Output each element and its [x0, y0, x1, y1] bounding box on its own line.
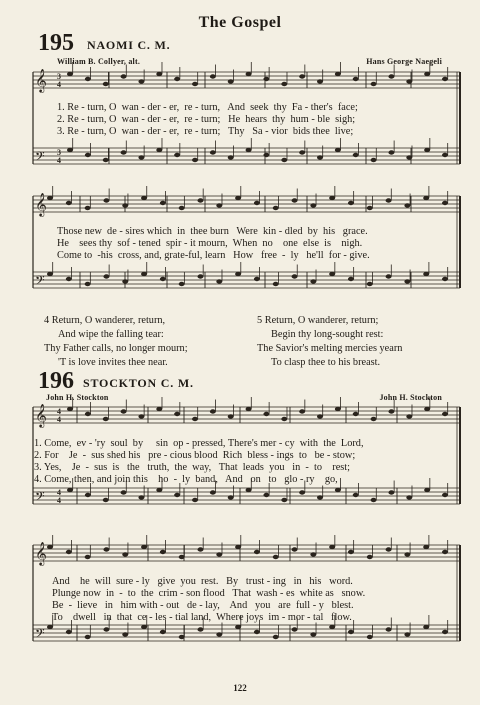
note-head — [317, 495, 323, 499]
note-head — [263, 412, 269, 416]
note-head — [424, 488, 430, 492]
note-head — [66, 201, 72, 205]
note-head — [263, 493, 269, 497]
composer-credit: John H. Stockton — [379, 393, 442, 402]
note-head — [310, 632, 316, 636]
note-head — [235, 196, 241, 200]
note-head — [67, 488, 73, 492]
note-head — [442, 277, 448, 281]
note-head — [335, 148, 341, 152]
note-head — [103, 274, 109, 278]
note-head — [310, 552, 316, 556]
note-head — [388, 150, 394, 154]
note-head — [160, 550, 166, 554]
note-head — [210, 490, 216, 494]
note-head — [85, 493, 91, 497]
note-head — [85, 206, 91, 210]
note-head — [210, 409, 216, 413]
note-head — [254, 277, 260, 281]
note-head — [442, 493, 448, 497]
stanza-line: Begin thy long-sought rest: — [271, 329, 384, 340]
stanza-line: 5 Return, O wanderer, return; — [257, 315, 379, 326]
note-head — [281, 417, 287, 421]
note-head — [85, 77, 91, 81]
note-head — [192, 82, 198, 86]
note-head — [121, 490, 127, 494]
note-head — [254, 201, 260, 205]
lyric-line: 3. Yes, Je - sus is the truth, the way, That leads you in - to rest; — [34, 462, 351, 473]
note-head — [179, 635, 185, 639]
stanza-line: And wipe the falling tear: — [58, 329, 164, 340]
note-head — [85, 282, 91, 286]
note-head — [179, 206, 185, 210]
note-head — [103, 417, 109, 421]
note-head — [174, 493, 180, 497]
note-head — [442, 412, 448, 416]
note-head — [228, 414, 234, 418]
time-signature: 4 — [57, 156, 61, 165]
hymn-number: 195 — [38, 30, 74, 56]
note-head — [367, 635, 373, 639]
note-head — [404, 203, 410, 207]
note-head — [216, 632, 222, 636]
note-head — [85, 412, 91, 416]
note-head — [406, 414, 412, 418]
note-head — [141, 272, 147, 276]
note-head — [179, 282, 185, 286]
bass-clef-icon: 𝄢 — [35, 626, 45, 644]
note-head — [122, 203, 128, 207]
lyric-line: 2. Re - turn, O wan - der - er, re - turn; He hears thy hum - ble sigh; — [57, 114, 356, 125]
note-head — [67, 148, 73, 152]
note-head — [310, 279, 316, 283]
hymn-number: 196 — [38, 368, 74, 394]
note-head — [292, 274, 298, 278]
note-head — [47, 625, 53, 629]
page-number: 122 — [233, 683, 247, 693]
section-title: The Gospel — [198, 14, 282, 31]
lyric-line: Plunge now in - to the crim - son flood That wash - es white as snow. — [52, 588, 366, 599]
note-head — [246, 488, 252, 492]
note-head — [174, 153, 180, 157]
note-head — [299, 490, 305, 494]
note-head — [138, 79, 144, 83]
note-head — [404, 279, 410, 283]
note-head — [371, 158, 377, 162]
note-head — [174, 77, 180, 81]
note-head — [156, 148, 162, 152]
note-head — [423, 545, 429, 549]
note-head — [329, 272, 335, 276]
note-head — [216, 279, 222, 283]
note-head — [335, 407, 341, 411]
note-head — [371, 82, 377, 86]
note-head — [281, 82, 287, 86]
note-head — [329, 625, 335, 629]
lyric-line: He sees thy sof - tened spir - it mourn, When no one else is nigh. — [57, 238, 363, 249]
note-head — [179, 555, 185, 559]
lyric-line: To dwell in that ce - les - tial land, Where joys im - mor - tal flow. — [52, 612, 352, 623]
note-head — [228, 155, 234, 159]
note-head — [197, 198, 203, 202]
note-head — [281, 158, 287, 162]
lyric-line: Those new de - sires which in thee burn Were kin - dled by his grace. — [57, 226, 368, 237]
note-head — [67, 407, 73, 411]
note-head — [353, 493, 359, 497]
note-head — [442, 201, 448, 205]
note-head — [353, 153, 359, 157]
note-head — [273, 635, 279, 639]
tune-name: STOCKTON C. M. — [83, 376, 194, 390]
note-head — [141, 625, 147, 629]
note-head — [103, 627, 109, 631]
note-head — [353, 412, 359, 416]
treble-clef-icon: 𝄞 — [35, 192, 47, 216]
time-signature: 4 — [57, 488, 61, 497]
note-head — [66, 550, 72, 554]
author-credit: William B. Collyer, alt. — [57, 57, 141, 66]
note-head — [317, 79, 323, 83]
note-head — [85, 153, 91, 157]
note-head — [299, 74, 305, 78]
note-head — [424, 72, 430, 76]
note-head — [66, 277, 72, 281]
note-head — [442, 153, 448, 157]
note-head — [210, 74, 216, 78]
time-signature: 3 — [57, 72, 61, 81]
note-head — [174, 412, 180, 416]
bass-clef-icon: 𝄢 — [35, 149, 45, 167]
note-head — [246, 407, 252, 411]
note-head — [367, 206, 373, 210]
stanza-line: To clasp thee to his breast. — [271, 357, 381, 368]
note-head — [246, 148, 252, 152]
note-head — [386, 198, 392, 202]
note-head — [335, 488, 341, 492]
note-head — [103, 498, 109, 502]
note-head — [235, 272, 241, 276]
note-head — [388, 490, 394, 494]
note-head — [406, 79, 412, 83]
note-head — [121, 409, 127, 413]
note-head — [388, 74, 394, 78]
note-head — [103, 158, 109, 162]
treble-clef-icon: 𝄞 — [35, 68, 47, 92]
note-head — [317, 414, 323, 418]
time-signature: 3 — [57, 148, 61, 157]
note-head — [47, 272, 53, 276]
note-head — [138, 495, 144, 499]
note-head — [273, 282, 279, 286]
note-head — [216, 552, 222, 556]
note-head — [141, 545, 147, 549]
note-head — [197, 274, 203, 278]
note-head — [254, 630, 260, 634]
note-head — [85, 555, 91, 559]
note-head — [160, 201, 166, 205]
note-head — [228, 495, 234, 499]
note-head — [66, 630, 72, 634]
time-signature: 4 — [57, 496, 61, 505]
note-head — [404, 552, 410, 556]
treble-clef-icon: 𝄞 — [35, 403, 47, 427]
note-head — [192, 158, 198, 162]
note-head — [292, 198, 298, 202]
note-head — [235, 625, 241, 629]
note-head — [156, 488, 162, 492]
note-head — [263, 77, 269, 81]
note-head — [329, 196, 335, 200]
composer-credit: Hans George Naegeli — [366, 57, 442, 66]
note-head — [367, 555, 373, 559]
note-head — [388, 409, 394, 413]
note-head — [67, 72, 73, 76]
stanza-line: 4 Return, O wanderer, return, — [44, 315, 166, 326]
note-head — [47, 545, 53, 549]
bass-clef-icon: 𝄢 — [35, 489, 45, 507]
note-head — [442, 630, 448, 634]
note-head — [216, 203, 222, 207]
note-head — [348, 550, 354, 554]
note-head — [235, 545, 241, 549]
note-head — [423, 196, 429, 200]
note-head — [156, 72, 162, 76]
note-head — [317, 155, 323, 159]
author-credit: John H. Stockton — [46, 393, 109, 402]
note-head — [386, 627, 392, 631]
note-head — [103, 198, 109, 202]
note-head — [348, 277, 354, 281]
note-head — [273, 555, 279, 559]
lyric-line: 4. Come, then, and join this ho - ly band, And on to glo - ry go, — [34, 474, 338, 485]
lyric-line: Be - lieve in him with - out de - lay, And you are full - y blest. — [52, 600, 354, 611]
note-head — [386, 547, 392, 551]
note-head — [192, 498, 198, 502]
note-head — [423, 625, 429, 629]
note-head — [292, 547, 298, 551]
note-head — [121, 74, 127, 78]
note-head — [386, 274, 392, 278]
lyric-line: 3. Re - turn, O wan - der - er, re - turn; Thy Sa - vior bids thee live; — [57, 126, 354, 137]
time-signature: 4 — [57, 415, 61, 424]
time-signature: 4 — [57, 407, 61, 416]
time-signature: 4 — [57, 80, 61, 89]
note-head — [160, 277, 166, 281]
note-head — [281, 498, 287, 502]
note-head — [424, 148, 430, 152]
note-head — [47, 196, 53, 200]
note-head — [122, 632, 128, 636]
note-head — [406, 495, 412, 499]
note-head — [353, 77, 359, 81]
note-head — [263, 153, 269, 157]
note-head — [406, 155, 412, 159]
note-head — [329, 545, 335, 549]
note-head — [371, 498, 377, 502]
note-head — [228, 79, 234, 83]
note-head — [442, 550, 448, 554]
lyric-line: 2. For Je - sus shed his pre - cious blood Rich bless - ings to be - stow; — [34, 450, 356, 461]
note-head — [310, 203, 316, 207]
note-head — [246, 72, 252, 76]
note-head — [197, 547, 203, 551]
note-head — [273, 206, 279, 210]
lyric-line: 1. Re - turn, O wan - der - er, re - turn, And seek thy Fa - ther's face; — [57, 102, 358, 113]
bass-clef-icon: 𝄢 — [35, 273, 45, 291]
note-head — [210, 150, 216, 154]
note-head — [138, 414, 144, 418]
note-head — [442, 77, 448, 81]
treble-clef-icon: 𝄞 — [35, 541, 47, 565]
stanza-line: The Savior's melting mercies yearn — [257, 343, 403, 354]
lyric-line: 1. Come, ev - 'ry soul by sin op - pressed, There's mer - cy with the Lord, — [34, 438, 364, 449]
note-head — [160, 630, 166, 634]
note-head — [121, 150, 127, 154]
stanza-line: 'T is love invites thee near. — [58, 357, 168, 368]
note-head — [138, 155, 144, 159]
stanza-line: Thy Father calls, no longer mourn; — [44, 343, 188, 354]
note-head — [156, 407, 162, 411]
note-head — [299, 150, 305, 154]
note-head — [348, 201, 354, 205]
note-head — [103, 82, 109, 86]
note-head — [122, 552, 128, 556]
tune-name: NAOMI C. M. — [87, 38, 171, 52]
note-head — [85, 635, 91, 639]
note-head — [197, 627, 203, 631]
note-head — [292, 627, 298, 631]
lyric-line: Come to -his cross, and, grate-ful, learn How free - ly he'll for - give. — [57, 250, 370, 261]
note-head — [424, 407, 430, 411]
note-head — [103, 547, 109, 551]
lyric-line: And he will sure - ly give you rest. By trust - ing in his word. — [52, 576, 353, 587]
note-head — [335, 72, 341, 76]
note-head — [141, 196, 147, 200]
note-head — [299, 409, 305, 413]
note-head — [192, 417, 198, 421]
note-head — [367, 282, 373, 286]
note-head — [348, 630, 354, 634]
note-head — [122, 279, 128, 283]
note-head — [254, 550, 260, 554]
note-head — [404, 632, 410, 636]
note-head — [423, 272, 429, 276]
note-head — [371, 417, 377, 421]
